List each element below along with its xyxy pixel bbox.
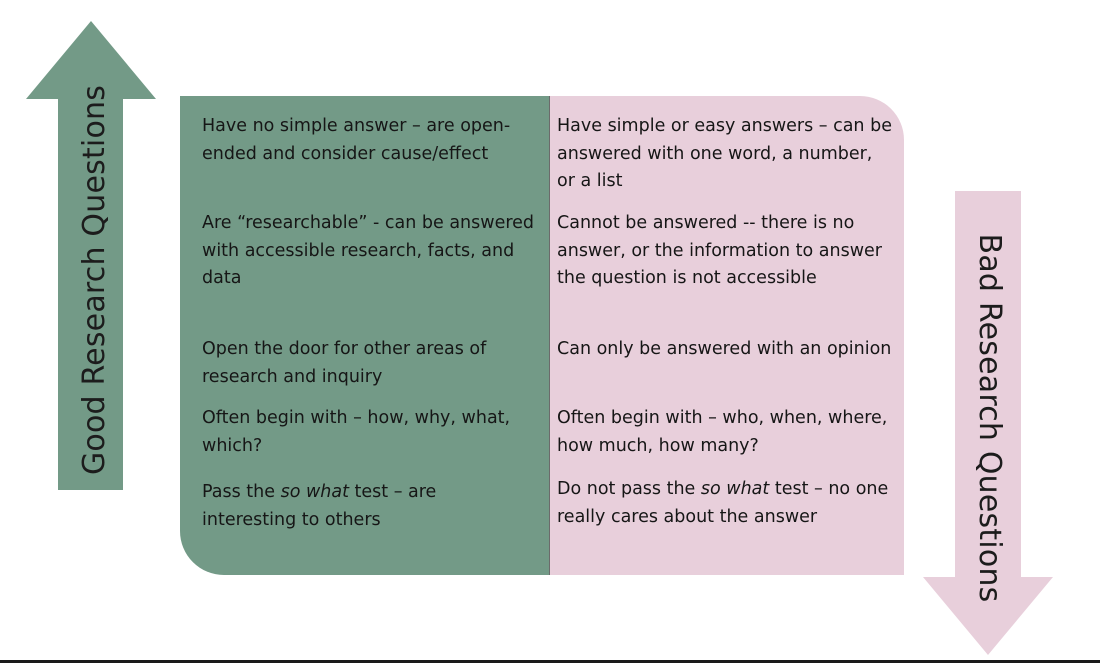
bad-cell-4: Often begin with – who, when, where, how much, how many?	[557, 408, 888, 456]
good-cell-5-text-start: Pass the	[202, 482, 281, 502]
bad-cell-3: Can only be answered with an opinion	[557, 339, 892, 359]
bad-cell-1: Have simple or easy answers – can be answered with one word, a number, or a list	[557, 116, 892, 191]
bad-questions-column	[550, 96, 904, 575]
good-questions-column	[180, 96, 550, 575]
bad-cell-5-emphasis: so what	[700, 479, 770, 499]
good-cell-5-text-end: test – are interesting to others	[202, 482, 437, 530]
comparison-table	[180, 96, 904, 575]
bad-cell-2: Cannot be answered -- there is no answer, or the information to answer the question is not accessible	[557, 213, 882, 288]
good-cell-4: Often begin with – how, why, what, which?	[202, 408, 511, 456]
good-research-questions-label: Good Research Questions	[77, 84, 112, 476]
bad-cell-5-text-start: Do not pass the	[557, 479, 701, 499]
bad-cell-5	[557, 476, 894, 531]
good-cell-5	[202, 479, 479, 534]
good-cell-5-emphasis: so what	[280, 482, 349, 502]
bad-cell-5-text-end: test – no one really cares about the answer	[557, 479, 889, 527]
bad-research-questions-label: Bad Research Questions	[972, 233, 1007, 603]
good-cell-3: Open the door for other areas of research and inquiry	[202, 339, 487, 387]
good-cell-1: Have no simple answer – are open-ended and consider cause/effect	[202, 116, 511, 164]
good-cell-2: Are “researchable” - can be answered with accessible research, facts, and data	[202, 213, 535, 288]
